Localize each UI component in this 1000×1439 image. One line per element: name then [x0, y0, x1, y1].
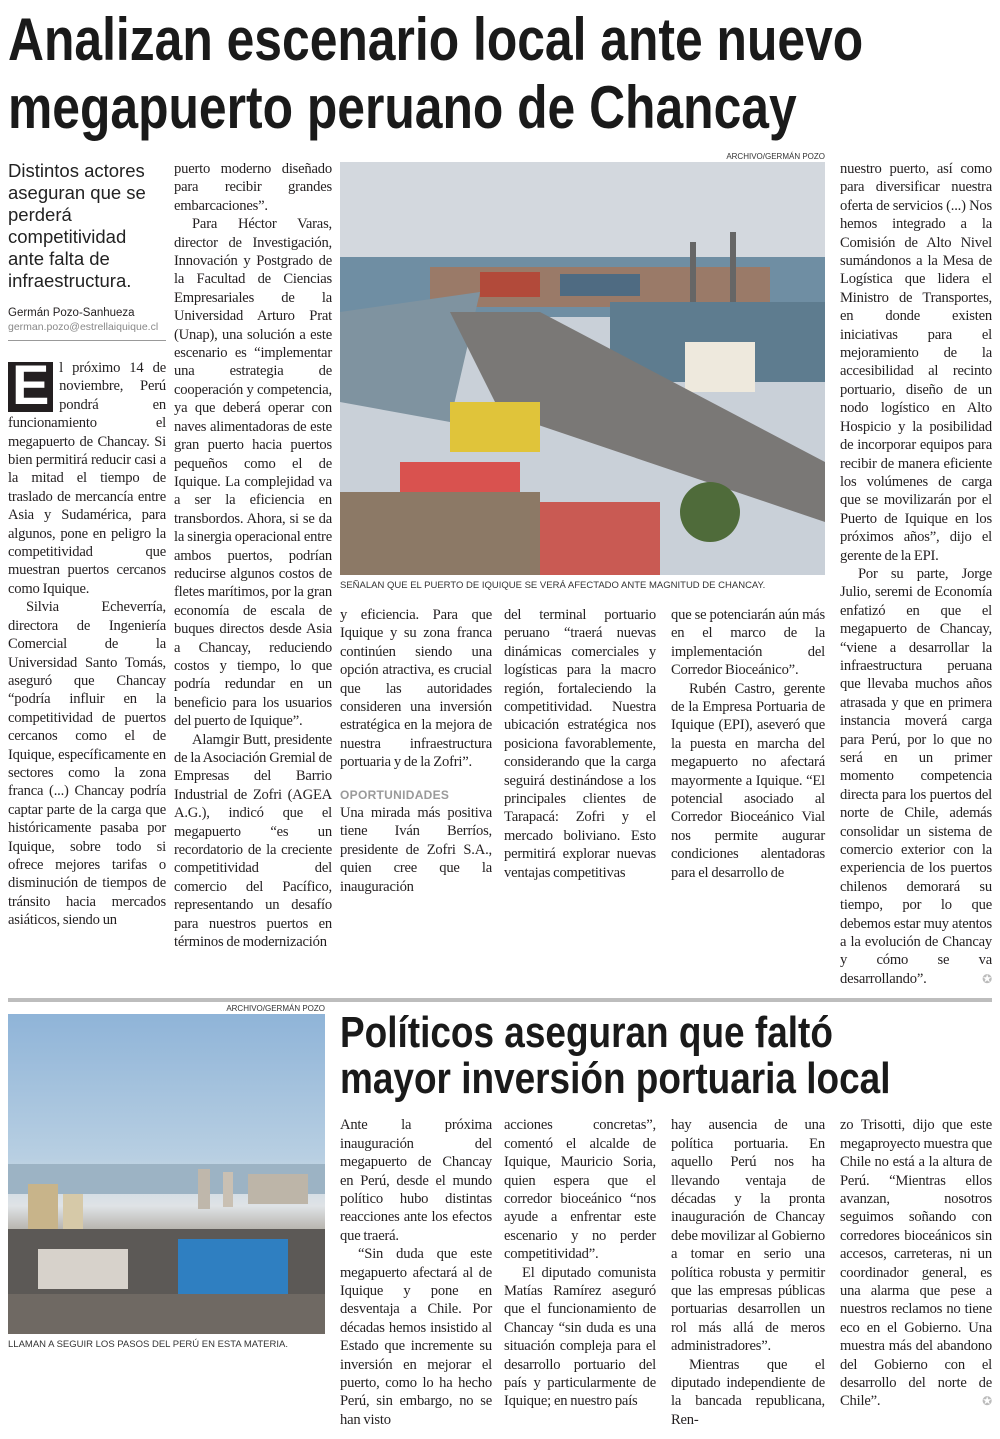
paragraph: zo Trisotti, dijo que este megaproyecto muestra que Chile no está a la altura de Perú. “Mientras ellos avanzan, nosotros seguimos soñando con corredores bioceánicos sin accesos, carreteras, ni un coordinador general, es una alarma que pese a nuestros reclamos no tiene eco en el Gobierno. Una muestra más del abandono del Gobierno con el desarrollo del norte de Chile”. ✪	[840, 1117, 992, 1410]
paragraph: que se potenciarán aún más en el marco de la implementación del Corredor Bioceánico”.	[671, 607, 825, 679]
article2-column-3	[671, 1116, 825, 1429]
paragraph: acciones concretas”, comentó el alcalde de Iquique, Mauricio Soria, quien espera que el corredor bioceánico “nos ayude a enfrentar este escenario y no perder competitividad”.	[504, 1117, 656, 1263]
headline2-line-2: mayor inversión portuaria local	[340, 1054, 891, 1104]
star-end-icon: ✪	[982, 971, 992, 986]
paragraph: Ante la próxima inauguración del megapuerto de Chancay en Perú, desde el mundo político hubo distintas reacciones ante los efectos que traerá.	[340, 1117, 492, 1244]
paragraph: hay ausencia de una política portuaria. En aquello Perú nos ha llevando ventaja de décadas y la pronta inauguración de Chancay debe movilizar al Gobierno a tomar en serio una política robusta y permitir que las empresas públicas portuarias desarrollen un rol más allá de meros administradores”.	[671, 1117, 825, 1355]
section-divider	[8, 998, 992, 1002]
port-photo	[340, 162, 825, 575]
headline-block	[8, 0, 992, 152]
article1-left-column	[8, 152, 166, 930]
headline-line-2: megapuerto peruano de Chancay	[8, 74, 797, 141]
star-end-icon: ✪	[982, 1394, 992, 1409]
author-name: Germán Pozo-Sanhueza	[8, 307, 135, 319]
paragraph: Alamgir Butt, presidente de la Asociación Gremial de Empresas del Barrio Industrial de Zofri (AGEA A.G.), indicó que el megapuerto “es un recordatorio de la creciente competitividad del comercio del Pacífico, representando un desafío para nuestros puertos en términos de modernización	[174, 731, 332, 951]
coastline-photo	[8, 1014, 325, 1334]
paragraph: Mientras que el diputado independiente de la bancada republicana, Ren-	[671, 1356, 825, 1428]
paragraph: Una mirada más positiva tiene Iván Berríos, presidente de Zofri S.A., quien cree que la inauguración	[340, 805, 492, 895]
port-photo-illustration	[340, 162, 825, 575]
paragraph: Silvia Echeverría, directora de Ingeniería Comercial de la Universidad Santo Tomás, aseguró que Chancay “podría influir en la competitividad de puertos cercanos como el de Iquique, específicamente en sectores como la zona franca (...) Chancay podría captar parte de la carga que históricamente pasaba por Iquique, sobre todo si ofrece mejores tarifas o disminución de tiempos de tránsito hacia mercados asiáticos, siendo un	[8, 599, 166, 929]
article1-column-4	[504, 606, 656, 882]
paragraph: y eficiencia. Para que Iquique y su zona franca continúen siendo una opción atractiva, es crucial que las autoridades consideren una inversión estratégica en la mejora de nuestra infraestructura portuaria y de la Zofri”.	[340, 607, 492, 771]
article1-body	[8, 152, 992, 988]
paragraph: Para Héctor Varas, director de Investigación, Innovación y Postgrado de la Facultad de Ciencias Empresariales de la Universidad Arturo Prat (Unap), una solución a este escenario es “implementar una estrategia de cooperación y competencia, ya que deberá operar con naves alimentadoras de este gran puerto hacia puertos pequeños como el de Iquique. La complejidad va a ser la eficiencia en transbordos. Ahora, si se da la sinergia operacional entre ambos puertos, podrían reducirse algunos costos de fletes marítimos, por la gran economía de escala de buques directos desde Asia a Chancay, reduciendo costos y tiempo, lo que podría redundar en un beneficio para los usuarios del puerto de Iquique”.	[174, 216, 332, 730]
photo-caption-2: LLAMAN A SEGUIR LOS PASOS DEL PERÚ EN ESTA MATERIA.	[8, 1339, 288, 1351]
photo-credit: ARCHIVO/GERMÁN POZO	[726, 152, 825, 161]
article2-column-4	[840, 1116, 992, 1411]
lede: Distintos actores aseguran que se perderá competitividad ante falta de infraestructura.	[8, 160, 146, 291]
headline2-line-1: Políticos aseguran que faltó	[340, 1008, 833, 1058]
drop-cap: E	[8, 362, 53, 412]
article1-column-6	[840, 160, 992, 988]
author-email[interactable]: german.pozo@estrellaiquique.cl	[8, 321, 159, 333]
paragraph: puerto moderno diseñado para recibir grandes embarcaciones”.	[174, 161, 332, 214]
paragraph: del terminal portuario peruano “traerá nuevas dinámicas comerciales y logísticas para la macro región, fortaleciendo la competitividad. Nuestra ubicación estratégica nos posiciona favorablemente, considerando que la carga seguirá destinándose a los principales clientes de Tarapacá: Zofri y el mercado boliviano. Esto permitirá explorar nuevas ventajas competitivas	[504, 607, 656, 881]
paragraph: Por su parte, Jorge Julio, seremi de Economía enfatizó en que el megapuerto de Chancay, “viene a desarrollar la infraestructura peruana que llevaba muchos años atrasada y que en primera instancia moverá carga para Perú, por lo que no será en un primer momento competencia directa para los puertos del norte de Chile, además consolidar un sistema de comercio exterior con la experiencia de los puertos chilenos demorará su tiempo, por lo que debemos estar muy atentos a la evolución de Chancay y cómo se va desarrollando”. ✪	[840, 565, 992, 987]
article2-column-1	[340, 1116, 492, 1429]
article1-column-1	[8, 353, 166, 930]
article2-body	[8, 1004, 992, 1429]
subheading: OPORTUNIDADES	[340, 787, 450, 802]
paragraph: El diputado comunista Matías Ramírez aseguró que el funcionamiento de Chancay “sin duda es una situación compleja para el desarrollo portuario del país y particularmente de Iquique; en nuestro país	[504, 1264, 656, 1410]
article1-lower-columns	[340, 606, 825, 896]
article1-photo-area	[340, 152, 825, 896]
paragraph: nuestro puerto, así como para diversificar nuestra oferta de servicios (...) Nos hemos integrado a la Comisión de Alto Nivel sumándonos a la Mesa de Logística que lidera el Ministro de Transportes, en donde existen iniciativas para el mejoramiento de la accesibilidad al recinto portuario, diseño de un nodo logístico en Alto Hospicio y la posibilidad de incorporar equipos para recibir de manera eficiente los volúmenes de carga que se movilizarán por el Puerto de Iquique en los próximos años”, dijo el gerente de la EPI.	[840, 161, 992, 564]
headline-line-1: Analizan escenario local ante nuevo	[8, 6, 864, 73]
article2-column-2	[504, 1116, 656, 1411]
article1-column-5	[671, 606, 825, 882]
article2-text-area	[340, 1004, 992, 1429]
article2-photo-area	[8, 1004, 325, 1351]
paragraph: E l próximo 14 de noviembre, Perú pondrá en funcionamiento el megapuerto de Chancay. Si bien permitirá reducir casi a la mitad el tiempo de traslado de mercancía entre Asia y Sudamérica, para algunos, pone en peligro la competitividad que muestran puertos cercanos como Iquique.	[8, 353, 166, 597]
article2-columns	[340, 1116, 992, 1429]
article1-column-2	[174, 160, 332, 951]
photo-credit-2: ARCHIVO/GERMÁN POZO	[226, 1004, 325, 1014]
paragraph: “Sin duda que este megapuerto afectará al de Iquique y pone en desventaja a Chile. Por décadas hemos insistido al Estado que incremente su inversión en mejorar el puerto, como lo ha hecho Perú, sin embargo, no se han visto	[340, 1246, 492, 1428]
coastline-photo-illustration	[8, 1014, 325, 1334]
byline	[8, 306, 166, 341]
article1-column-3	[340, 606, 492, 896]
paragraph: Rubén Castro, gerente de la Empresa Portuaria de Iquique (EPI), aseveró que la puesta en marcha del megapuerto no afectará mayormente a Iquique. “El potencial asociado al Corredor Bioceánico Vial nos permite augurar condiciones alentadoras para el desarrollo de	[671, 680, 825, 881]
photo-caption: SEÑALAN QUE EL PUERTO DE IQUIQUE SE VERÁ AFECTADO ANTE MAGNITUD DE CHANCAY.	[340, 580, 766, 591]
